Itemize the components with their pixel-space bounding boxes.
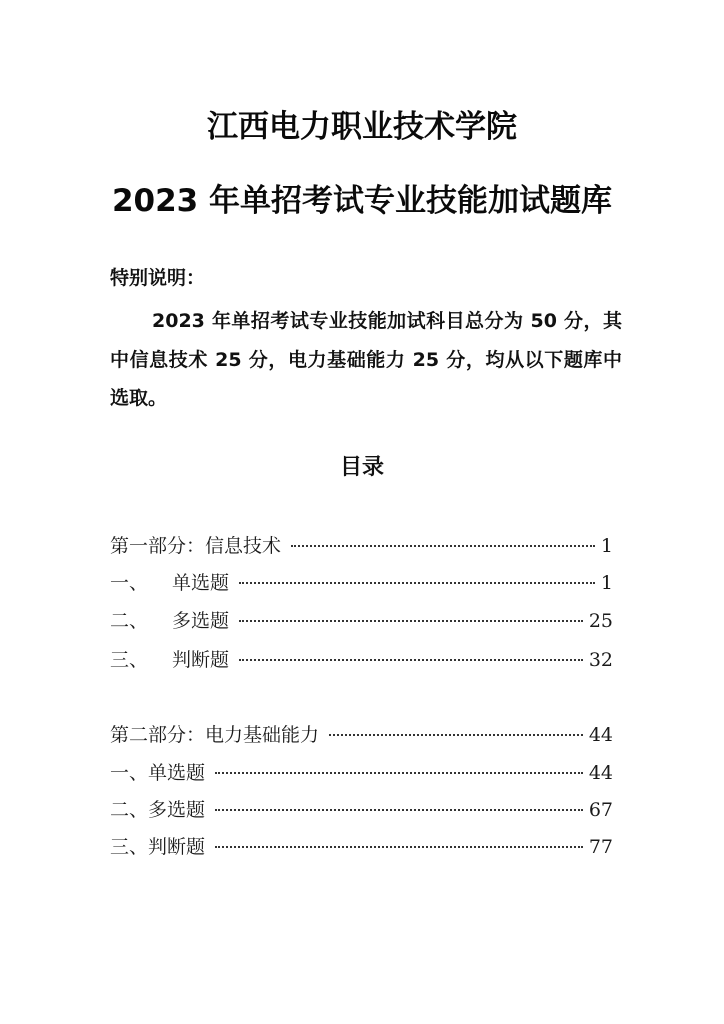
toc-page-number: 25 bbox=[588, 610, 613, 632]
toc-dot-leader bbox=[239, 659, 583, 661]
toc-item-label: 判断题 bbox=[172, 649, 230, 671]
toc-dot-leader bbox=[239, 582, 595, 584]
toc-item-number: 一、 bbox=[110, 762, 149, 784]
toc-page-number: 44 bbox=[588, 762, 613, 784]
note-body: 2023 年单招考试专业技能加试科目总分为 50 分，其中信息技术 25 分，电力基础能力 25 分，均从以下题库中选取。 bbox=[110, 310, 622, 409]
toc-dot-leader bbox=[215, 809, 583, 811]
toc-entry-part1[interactable] bbox=[110, 533, 613, 559]
note-heading: 特别说明： bbox=[110, 267, 206, 289]
toc-item-number: 一、 bbox=[110, 572, 149, 594]
toc-page-number: 44 bbox=[588, 724, 613, 746]
toc-item-number: 三、 bbox=[110, 649, 149, 671]
toc-entry-part2-true-false[interactable] bbox=[110, 834, 613, 860]
toc-page-number: 67 bbox=[588, 799, 613, 821]
toc-entry-part2[interactable] bbox=[110, 722, 613, 748]
toc-entry-part1-multiple-choice[interactable] bbox=[110, 608, 613, 634]
toc-page-number: 1 bbox=[600, 535, 613, 557]
toc-part2-label: 第二部分：电力基础能力 bbox=[110, 724, 320, 746]
toc-item-label: 多选题 bbox=[172, 610, 230, 632]
toc-part1-label: 第一部分：信息技术 bbox=[110, 535, 282, 557]
toc-entry-part2-single-choice[interactable] bbox=[110, 760, 613, 786]
toc-item-label: 单选题 bbox=[172, 572, 230, 594]
toc-dot-leader bbox=[329, 734, 583, 736]
toc-item-number: 三、 bbox=[110, 836, 149, 858]
toc-item-number: 二、 bbox=[110, 799, 149, 821]
document-title: 江西电力职业技术学院 bbox=[207, 109, 517, 145]
page-corner-mark bbox=[112, 958, 120, 962]
toc-item-label: 判断题 bbox=[148, 836, 206, 858]
toc-page-number: 77 bbox=[588, 836, 613, 858]
toc-page-number: 1 bbox=[600, 572, 613, 594]
toc-dot-leader bbox=[215, 846, 583, 848]
toc-item-number: 二、 bbox=[110, 610, 149, 632]
toc-page-number: 32 bbox=[588, 649, 613, 671]
toc-item-label: 多选题 bbox=[148, 799, 206, 821]
toc-dot-leader bbox=[215, 772, 583, 774]
toc-item-label: 单选题 bbox=[148, 762, 206, 784]
document-subtitle: 2023 年单招考试专业技能加试题库 bbox=[111, 183, 613, 219]
toc-dot-leader bbox=[291, 545, 595, 547]
toc-entry-part1-single-choice[interactable] bbox=[110, 570, 613, 596]
toc-dot-leader bbox=[239, 620, 583, 622]
toc-entry-part1-true-false[interactable] bbox=[110, 647, 613, 673]
toc-entry-part2-multiple-choice[interactable] bbox=[110, 797, 613, 823]
toc-heading: 目录 bbox=[339, 455, 384, 480]
